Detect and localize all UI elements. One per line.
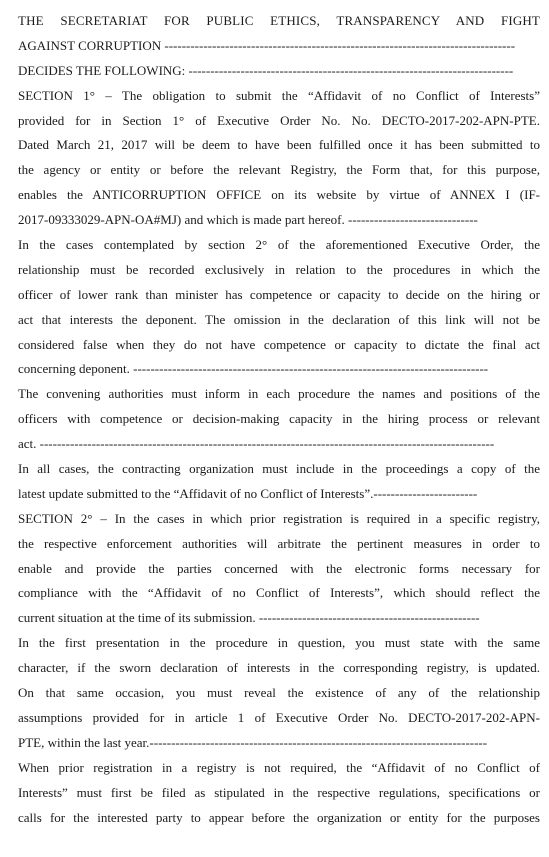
section-2-line: compliance with the “Affidavit of no Conflict of Interests”, which should reflect the [18, 585, 540, 601]
paragraph-line: considered false when they do not have competence or capacity to dictate the final act [18, 336, 540, 352]
paragraph-line: assumptions provided for in article 1 of Executive Order No. DECTO-2017-202-APN- [18, 709, 540, 725]
section-1-line: Dated March 21, 2017 will be deem to have been fulfilled once it has been submitted to [18, 137, 540, 153]
paragraph-line: officers with competence or decision-making capacity in the hiring process or relevant [18, 411, 540, 427]
title-line: AGAINST CORRUPTION --------------------------------------------------------------------------------- [18, 37, 516, 53]
section-1-line: the agency or entity or before the relevant Registry, the Form that, for this purpose, [18, 162, 540, 178]
decision-heading: DECIDES THE FOLLOWING: --------------------------------------------------------------------------- [18, 62, 514, 78]
title-line: THE SECRETARIAT FOR PUBLIC ETHICS, TRANSPARENCY AND FIGHT [18, 13, 540, 28]
paragraph-line: officer of lower rank than minister has competence or capacity to decide on the hiring or [18, 286, 540, 302]
section-2-line: enable and provide the parties concerned with the electronic forms necessary for [18, 560, 540, 576]
section-2-line: SECTION 2° – In the cases in which prior registration is required in a specific registry, [18, 510, 540, 526]
paragraph-line: In the cases contemplated by section 2° of the aforementioned Executive Order, the [18, 237, 540, 253]
paragraph-line: character, if the sworn declaration of interests in the corresponding registry, is updated. [18, 660, 540, 676]
paragraph-line: PTE, within the last year.------------------------------------------------------------------------------ [18, 734, 488, 750]
section-1-line: enables the ANTICORRUPTION OFFICE on its website by virtue of ANNEX I (IF- [18, 187, 540, 203]
paragraph-line: concerning deponent. ---------------------------------------------------------------------------------- [18, 361, 489, 377]
paragraph-line: In all cases, the contracting organization must include in the proceedings a copy of the [18, 461, 540, 477]
paragraph-line: act that interests the deponent. The omission in the declaration of this link will not be [18, 311, 540, 327]
document-body [18, 9, 540, 830]
section-1-line: 2017-09333029-APN-OA#MJ) and which is made part hereof. ------------------------------ [18, 212, 478, 228]
section-2-line: current situation at the time of its submission. --------------------------------------------------- [18, 610, 480, 626]
paragraph-line: In the first presentation in the procedure in question, you must state with the same [18, 635, 540, 651]
paragraph-line: calls for the interested party to appear before the organization or entity for the purposes [18, 809, 540, 825]
paragraph-line: relationship must be recorded exclusively in relation to the procedures in which the [18, 261, 540, 277]
paragraph-line: When prior registration in a registry is not required, the “Affidavit of no Conflict of [18, 759, 540, 775]
paragraph-line: On that same occasion, you must reveal the existence of any of the relationship [18, 685, 540, 701]
paragraph-line: The convening authorities must inform in each procedure the names and positions of the [18, 386, 540, 402]
section-2-line: the respective enforcement authorities will arbitrate the pertinent measures in order to [18, 535, 540, 551]
paragraph-line: Interests” must first be filed as stipulated in the respective regulations, specifications or [18, 784, 540, 800]
section-1-line: provided for in Section 1° of Executive Order No. No. DECTO-2017-202-APN-PTE. [18, 112, 540, 128]
section-1-line: SECTION 1° – The obligation to submit the “Affidavit of no Conflict of Interests” [18, 87, 540, 103]
paragraph-line: latest update submitted to the “Affidavit of no Conflict of Interests”.------------------------ [18, 485, 478, 501]
paragraph-line: act. --------------------------------------------------------------------------------------------------------- [18, 436, 495, 452]
